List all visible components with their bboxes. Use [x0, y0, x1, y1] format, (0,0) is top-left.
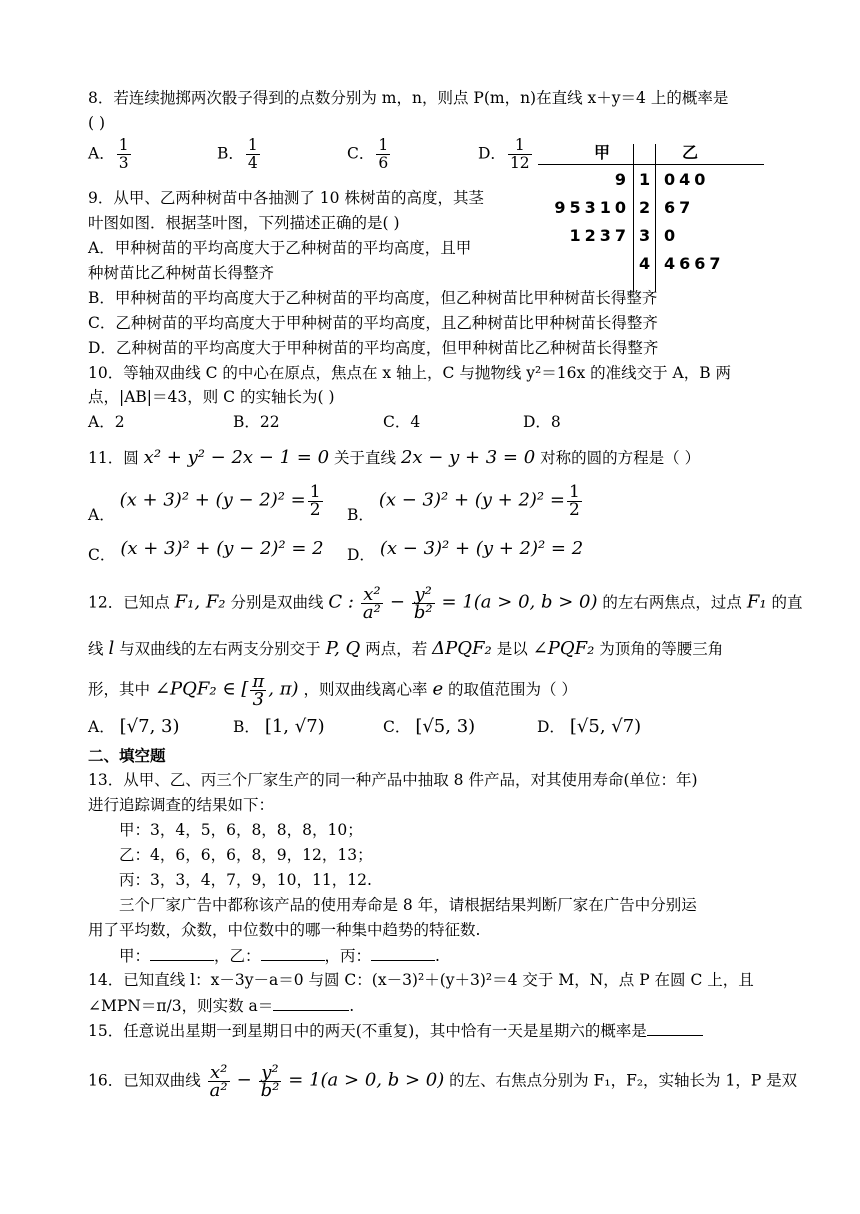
q12-option-d: D． [√5, √7) [537, 716, 642, 737]
q9-option-c: C．乙种树苗的平均高度大于甲种树苗的平均高度，且乙种树苗比甲种树苗长得整齐 [88, 314, 658, 332]
q13-answer-line: 甲： ，乙： ，丙： . [119, 944, 440, 967]
q13-stem-line1: 13．从甲、乙、丙三个厂家生产的同一种产品中抽取 8 件产品，对其使用寿命(单位：年) [88, 771, 698, 789]
stem-leaf-left-leaves: 9 [614, 170, 630, 189]
q11-circle-equation: x² + y² − 2x − 1 = 0 [143, 447, 330, 468]
q12-option-c: C． [√5, 3) [383, 716, 476, 737]
stem-leaf-right-leaves: 0 [664, 226, 680, 245]
stem-leaf-right-leaves: 67 [664, 198, 695, 217]
q11-option-a: A． (x + 3)² + (y − 2)² = $\frac{1}{2}$ [88, 482, 321, 524]
stem-leaf-left-header: 甲 [594, 143, 611, 162]
q12-option-a: A． [√7, 3) [88, 716, 180, 737]
q14-stem-line2: ∠MPN＝π/3，则实数 a＝ . [88, 994, 354, 1017]
stem-leaf-right-header: 乙 [682, 143, 699, 162]
q10-stem-line1: 10．等轴双曲线 C 的中心在原点，焦点在 x 轴上，C 与抛物线 y²＝16x 的准线交于 A，B 两 [88, 364, 732, 382]
stem-leaf-left-leaves: 1237 [569, 226, 630, 245]
stem-leaf-stem: 2 [639, 198, 655, 217]
q11-option-b: B． (x − 3)² + (y + 2)² = $\frac{1}{2}$ [347, 482, 580, 524]
q10-option-b: B．22 [233, 413, 280, 431]
q8-option-a: A． $\frac{1}{3}$ [88, 136, 129, 172]
q9-stem-line1: 9．从甲、乙两种树苗中各抽测了 10 株树苗的高度，其茎 [88, 189, 484, 207]
stem-leaf-stem: 1 [639, 170, 655, 189]
q10-option-d: D．8 [523, 413, 561, 431]
q8-option-c: C． $\frac{1}{6}$ [347, 136, 389, 172]
answer-blank[interactable] [647, 1019, 703, 1036]
q10-option-c: C．4 [383, 413, 421, 431]
section-heading-fill-in: 二、填空题 [88, 747, 166, 765]
q11-line-equation: 2x − y + 3 = 0 [400, 447, 536, 468]
answer-blank[interactable] [150, 944, 214, 961]
q14-stem-line1: 14．已知直线 l：x－3y－a＝0 与圆 C：(x－3)²＋(y＋3)²＝4 交于 M，N，点 P 在圆 C 上，且 [88, 971, 754, 989]
q13-data-yi: 乙：4，6，6，6，8，9，12，13； [119, 846, 373, 864]
q13-stem-line7: 用了平均数，众数，中位数中的哪一种集中趋势的特征数. [88, 921, 481, 939]
q15-stem: 15．任意说出星期一到星期日中的两天(不重复)，其中恰有一天是星期六的概率是 [88, 1019, 703, 1042]
q16-stem: 16．已知双曲线 $\frac{\text{x²}}{\text{a²}}$ − $\frac{\text{y²}}{\text{b²}}$ = 1(a > 0, b > 0) 的左、右焦点分别为 F₁，F₂，实轴长为 1，P 是双 [88, 1062, 798, 1101]
stem-leaf-stem: 3 [639, 226, 655, 245]
q9-option-a-line1: A．甲种树苗的平均高度大于乙种树苗的平均高度，且甲 [88, 239, 472, 257]
q11-option-c: C． (x + 3)² + (y − 2)² = 2 [88, 538, 324, 564]
q13-data-bing: 丙：3，3，4，7，9，10，11，12. [119, 871, 372, 889]
q8-option-b: B． $\frac{1}{4}$ [217, 136, 258, 172]
answer-blank[interactable] [273, 994, 349, 1011]
stem-leaf-plot [538, 142, 764, 292]
q8-paren: ( ) [88, 114, 106, 132]
q9-option-a-line2: 种树苗比乙种树苗长得整齐 [88, 264, 275, 282]
q10-option-a: A．2 [88, 413, 125, 431]
q12-line2: 线 l 与双曲线的左右两支分别交于 P, Q 两点，若 ΔPQF₂ 是以 ∠PQF₂ 为顶角的等腰三角 [88, 638, 724, 659]
stem-leaf-left-leaves: 95310 [554, 198, 630, 217]
stem-leaf-divider-left [633, 144, 634, 292]
stem-leaf-stem: 4 [639, 254, 655, 273]
q10-stem-line2: 点，|AB|＝43，则 C 的实轴长为( ) [88, 388, 335, 406]
stem-leaf-right-leaves: 040 [664, 170, 710, 189]
q9-option-b: B．甲种树苗的平均高度大于乙种树苗的平均高度，但乙种树苗比甲种树苗长得整齐 [88, 289, 658, 307]
q9-stem-line2: 叶图如图．根据茎叶图，下列描述正确的是( ) [88, 214, 400, 232]
q9-option-d: D．乙种树苗的平均高度大于甲种树苗的平均高度，但甲种树苗比乙种树苗长得整齐 [88, 339, 659, 357]
q8-stem: 8．若连续抛掷两次骰子得到的点数分别为 m，n，则点 P(m，n)在直线 x＋y＝4 上的概率是 [88, 89, 729, 107]
stem-leaf-divider-right [655, 144, 656, 292]
q12-line3: 形，其中 ∠PQF₂ ∈ [ $\frac{\pi}{3}$ , π) ，则双曲线离心率 e 的取值范围为（ ） [88, 671, 577, 710]
q13-data-jia: 甲：3，4，5，6，8，8，8，10； [119, 821, 363, 839]
answer-blank[interactable] [261, 944, 325, 961]
stem-leaf-header-rule [538, 164, 764, 165]
q8-option-d: D． $\frac{1}{12}$ [478, 136, 530, 172]
q11-option-d: D． (x − 3)² + (y + 2)² = 2 [347, 538, 584, 564]
stem-leaf-right-leaves: 4667 [664, 254, 725, 273]
q13-stem-line6: 三个厂家广告中都称该产品的使用寿命是 8 年，请根据结果判断厂家在广告中分别运 [119, 896, 697, 914]
q12-line1: 12．已知点 F₁, F₂ 分别是双曲线 C : $\frac{\text{x²}}{\text{a²}}$ − $\frac{\text{y²}}{\text{b²}}$ = 1(a > 0, b > 0) 的左右两焦点，过点 F₁ 的直 [88, 584, 803, 623]
q11-stem: 11．圆 x² + y² − 2x − 1 = 0 关于直线 2x − y + 3 = 0 对称的圆的方程是（ ） [88, 447, 701, 468]
q13-stem-line2: 进行追踪调查的结果如下： [88, 796, 275, 814]
q12-option-b: B． [1, √7) [233, 716, 325, 737]
answer-blank[interactable] [371, 944, 435, 961]
